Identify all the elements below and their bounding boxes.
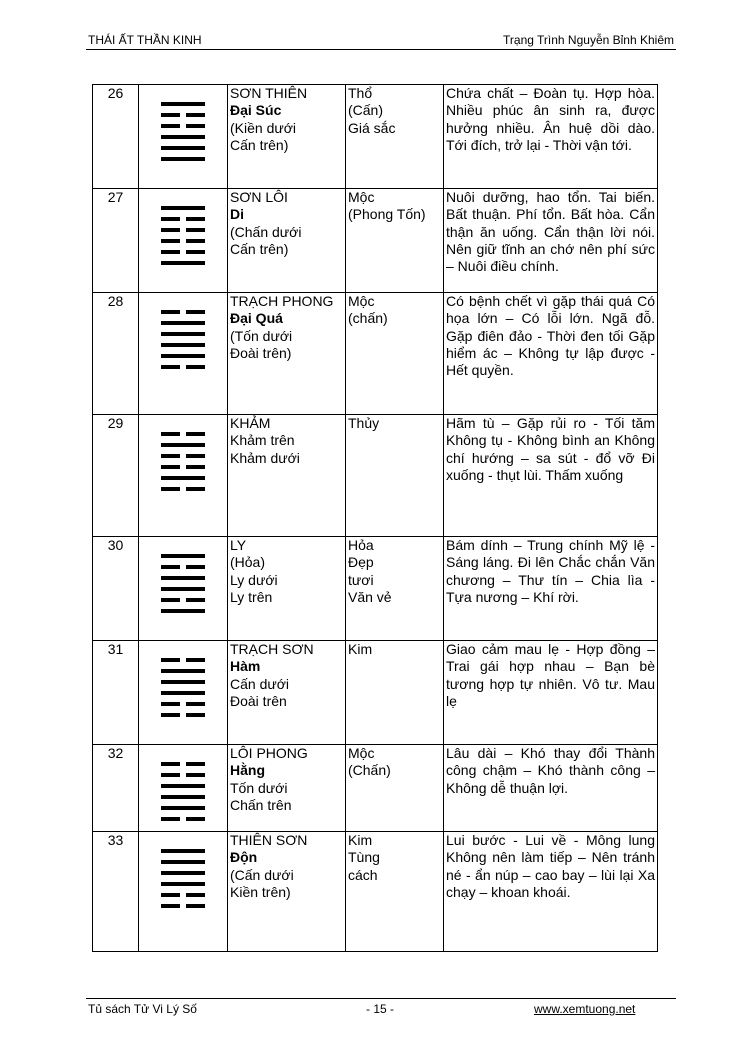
- hexagram-symbol-cell: [139, 85, 228, 189]
- header-rule: [86, 49, 676, 50]
- hexagram-name-cell: [228, 537, 346, 641]
- element-line: tươi: [348, 571, 374, 588]
- hexagram-symbol-cell: [139, 745, 228, 832]
- hexagram-element-cell: [346, 85, 444, 189]
- yang-line: [161, 576, 205, 580]
- hexagram-element-cell: [346, 745, 444, 832]
- hexagram-name-cell: [228, 85, 346, 189]
- yin-line: [161, 113, 205, 117]
- name-line: Đoài trên): [230, 344, 292, 361]
- hexagram-number: 30: [93, 537, 139, 641]
- hexagram-icon: [161, 554, 205, 613]
- yin-line: [161, 454, 205, 458]
- header-author: Trạng Trình Nguyễn Bỉnh Khiêm: [503, 33, 674, 47]
- yang-line: [161, 849, 205, 853]
- yang-line: [161, 102, 205, 106]
- yang-line: [161, 860, 205, 864]
- hexagram-icon: [161, 102, 205, 161]
- element-line: Đẹp: [348, 554, 374, 571]
- name-line: Đại Súc: [230, 102, 282, 119]
- yin-line: [161, 598, 205, 602]
- yin-line: [161, 702, 205, 706]
- yin-line: [161, 762, 205, 766]
- yang-line: [161, 784, 205, 788]
- yin-line: [161, 228, 205, 232]
- yang-line: [161, 261, 205, 265]
- yang-line: [161, 587, 205, 591]
- hexagram-number: 33: [93, 832, 139, 952]
- yin-line: [161, 713, 205, 717]
- name-line: Khảm trên: [230, 432, 295, 449]
- name-line: KHẢM: [230, 415, 271, 431]
- name-line: (Chấn dưới: [230, 223, 302, 240]
- hexagram-table: [92, 84, 658, 952]
- hexagram-number: 31: [93, 641, 139, 745]
- yin-line: [161, 565, 205, 569]
- yang-line: [161, 871, 205, 875]
- element-line: (chấn): [348, 310, 388, 327]
- name-line: (Cấn dưới: [230, 866, 294, 883]
- name-line: Tốn dưới: [230, 779, 288, 796]
- footer-website-link[interactable]: www.xemtuong.net: [534, 1002, 636, 1016]
- table-row: [93, 85, 658, 189]
- name-line: LY: [230, 537, 247, 553]
- yin-line: [161, 310, 205, 314]
- yin-line: [161, 465, 205, 469]
- element-line: Thổ: [348, 85, 373, 101]
- hexagram-description: Có bệnh chết vì gặp thái quá Có họa lớn – Có lỗi lớn. Ngã đỗ. Gặp điên đảo - Thời đen tối Gặp hiểm ác – Không tự lập được - Hết quyền.: [444, 293, 658, 415]
- element-line: Thủy: [348, 415, 380, 431]
- yang-line: [161, 691, 205, 695]
- yin-line: [161, 365, 205, 369]
- yang-line: [161, 680, 205, 684]
- name-line: Cấn dưới: [230, 675, 290, 692]
- yang-line: [161, 882, 205, 886]
- hexagram-description: Chứa chất – Đoàn tụ. Hợp hòa. Nhiều phúc ân sinh ra, được hưởng nhiều. Ân huệ dồi dào. Tới đích, trở lại - Thời vận tới.: [444, 85, 658, 189]
- name-line: Ly trên: [230, 588, 273, 605]
- name-line: Chấn trên: [230, 796, 292, 813]
- yang-line: [161, 321, 205, 325]
- element-line: Kim: [348, 641, 373, 657]
- hexagram-element-cell: [346, 189, 444, 293]
- name-line: (Hỏa): [230, 554, 266, 571]
- table-row: [93, 415, 658, 537]
- hexagram-icon: [161, 762, 205, 821]
- yin-line: [161, 893, 205, 897]
- hexagram-icon: [161, 432, 205, 491]
- name-line: Hằng: [230, 762, 265, 779]
- hexagram-name-cell: [228, 641, 346, 745]
- table-row: [93, 293, 658, 415]
- footer-rule: [86, 998, 676, 999]
- element-line: Tùng: [348, 849, 380, 866]
- hexagram-number: 32: [93, 745, 139, 832]
- header-title: THÁI ẤT THẦN KINH: [88, 33, 202, 47]
- name-line: (Tốn dưới: [230, 327, 293, 344]
- yin-line: [161, 904, 205, 908]
- yang-line: [161, 332, 205, 336]
- name-line: SƠN LÔI: [230, 189, 288, 205]
- name-line: (Kiền dưới: [230, 119, 297, 136]
- yang-line: [161, 343, 205, 347]
- element-line: (Cấn): [348, 102, 384, 119]
- hexagram-element-cell: [346, 293, 444, 415]
- yang-line: [161, 795, 205, 799]
- element-line: Hỏa: [348, 537, 374, 553]
- name-line: Di: [230, 206, 244, 223]
- table-row: [93, 745, 658, 832]
- yang-line: [161, 206, 205, 210]
- yang-line: [161, 157, 205, 161]
- yang-line: [161, 806, 205, 810]
- yin-line: [161, 432, 205, 436]
- table-row: [93, 641, 658, 745]
- name-line: Kiền trên): [230, 883, 291, 900]
- hexagram-symbol-cell: [139, 641, 228, 745]
- hexagram-name-cell: [228, 415, 346, 537]
- element-line: Giá sắc: [348, 119, 396, 136]
- yang-line: [161, 554, 205, 558]
- yang-line: [161, 669, 205, 673]
- element-line: Mộc: [348, 745, 375, 761]
- hexagram-name-cell: [228, 293, 346, 415]
- yang-line: [161, 609, 205, 613]
- name-line: Cấn trên): [230, 136, 289, 153]
- hexagram-number: 28: [93, 293, 139, 415]
- hexagram-name-cell: [228, 745, 346, 832]
- name-line: THIÊN SƠN: [230, 832, 308, 848]
- hexagram-symbol-cell: [139, 832, 228, 952]
- yin-line: [161, 124, 205, 128]
- hexagram-icon: [161, 849, 205, 908]
- yin-line: [161, 239, 205, 243]
- element-line: Kim: [348, 832, 373, 848]
- name-line: TRẠCH PHONG: [230, 293, 334, 309]
- yang-line: [161, 443, 205, 447]
- hexagram-element-cell: [346, 537, 444, 641]
- hexagram-number: 29: [93, 415, 139, 537]
- hexagram-symbol-cell: [139, 537, 228, 641]
- yang-line: [161, 476, 205, 480]
- element-line: Mộc: [348, 189, 375, 205]
- hexagram-element-cell: [346, 415, 444, 537]
- yin-line: [161, 217, 205, 221]
- table-row: [93, 537, 658, 641]
- footer-series: Tủ sách Tử Vi Lý Số: [88, 1002, 197, 1016]
- table-row: [93, 832, 658, 952]
- hexagram-description: Nuôi dưỡng, hao tổn. Tai biến. Bất thuận. Phí tổn. Bất hòa. Cẩn thận ăn uống. Cẩn thận lời nói. Nên giữ tĩnh an chớ nên phí sức – Nuôi điều chính.: [444, 189, 658, 293]
- yin-line: [161, 487, 205, 491]
- hexagram-description: Bám dính – Trung chính Mỹ lệ - Sáng láng. Đi lên Chắc chắn Văn chương – Thư tín – Chia lìa - Tựa nương – Khí rời.: [444, 537, 658, 641]
- hexagram-icon: [161, 658, 205, 717]
- yin-line: [161, 250, 205, 254]
- element-line: cách: [348, 866, 378, 883]
- hexagram-description: Hãm tù – Gặp rủi ro - Tối tăm Không tụ - Không bình an Không chí hướng – sa sút - đổ vỡ Đi xuống - thụt lùi. Thấm xuống: [444, 415, 658, 537]
- name-line: Cấn trên): [230, 240, 289, 257]
- element-line: Mộc: [348, 293, 375, 309]
- element-line: (Phong Tốn): [348, 206, 426, 223]
- element-line: (Chấn): [348, 762, 391, 779]
- yang-line: [161, 146, 205, 150]
- hexagram-symbol-cell: [139, 189, 228, 293]
- hexagram-number: 26: [93, 85, 139, 189]
- hexagram-description: Lâu dài – Khó thay đổi Thành công chậm – Khó thành công – Không dễ thuận lợi.: [444, 745, 658, 832]
- name-line: Đại Quá: [230, 310, 283, 327]
- yang-line: [161, 354, 205, 358]
- hexagram-description: Lui bước - Lui về - Mông lung Không nên làm tiếp – Nên tránh né - ẩn núp – cao bay – lùi lại Xa chạy – khoan khoái.: [444, 832, 658, 952]
- name-line: SƠN THIÊN: [230, 85, 308, 101]
- yin-line: [161, 773, 205, 777]
- hexagram-description: Giao cảm mau lẹ - Hợp đồng – Trai gái hợp nhau – Bạn bè tương hợp tự nhiên. Vô tư. Mau lẹ: [444, 641, 658, 745]
- table-row: [93, 189, 658, 293]
- name-line: LÔI PHONG: [230, 745, 308, 761]
- hexagram-icon: [161, 206, 205, 265]
- hexagram-name-cell: [228, 189, 346, 293]
- hexagram-number: 27: [93, 189, 139, 293]
- hexagram-icon: [161, 310, 205, 369]
- name-line: Hàm: [230, 658, 261, 675]
- name-line: TRẠCH SƠN: [230, 641, 314, 657]
- page-number: - 15 -: [366, 1002, 395, 1016]
- hexagram-symbol-cell: [139, 415, 228, 537]
- element-line: Văn vẻ: [348, 588, 392, 605]
- name-line: Ly dưới: [230, 571, 278, 588]
- name-line: Khảm dưới: [230, 449, 300, 466]
- hexagram-element-cell: [346, 832, 444, 952]
- name-line: Độn: [230, 849, 258, 866]
- hexagram-element-cell: [346, 641, 444, 745]
- yin-line: [161, 658, 205, 662]
- yin-line: [161, 817, 205, 821]
- hexagram-name-cell: [228, 832, 346, 952]
- name-line: Đoài trên: [230, 692, 287, 709]
- hexagram-symbol-cell: [139, 293, 228, 415]
- yang-line: [161, 135, 205, 139]
